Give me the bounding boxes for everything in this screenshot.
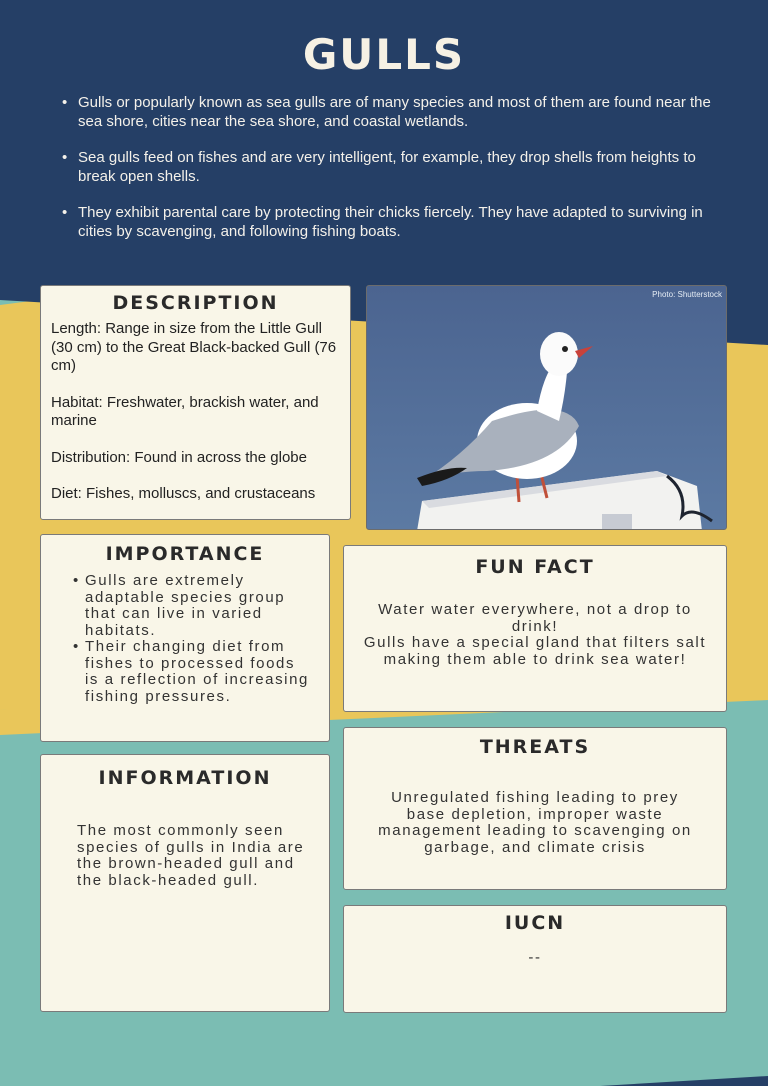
importance-title: IMPORTANCE bbox=[105, 543, 265, 565]
threats-text: Unregulated fishing leading to prey base depletion, improper waste management leading to scavenging on garbage, and climate crisis bbox=[378, 789, 692, 856]
intro-item: • Gulls or popularly known as sea gulls are of many species and most of them are found near the sea shore, cities near the sea shore, and coastal wetlands. bbox=[62, 93, 732, 131]
page-title: GULLS bbox=[302, 30, 466, 79]
importance-card bbox=[40, 534, 330, 742]
fun-fact-title: FUN FACT bbox=[475, 556, 595, 578]
iucn-status: -- bbox=[528, 949, 542, 966]
gull-illustration bbox=[367, 286, 727, 530]
threats-card bbox=[343, 727, 727, 890]
fun-fact-card bbox=[343, 545, 727, 712]
information-title: INFORMATION bbox=[98, 767, 272, 789]
photo-credit: Photo: Shutterstock bbox=[652, 290, 722, 299]
importance-item: • Gulls are extremely adaptable species group that can live in varied habitats. bbox=[85, 573, 313, 639]
iucn-title: IUCN bbox=[504, 912, 566, 934]
intro-item: • Sea gulls feed on fishes and are very intelligent, for example, they drop shells from heights to break open shells. bbox=[62, 148, 732, 186]
description-diet: Diet: Fishes, molluscs, and crustaceans bbox=[51, 485, 316, 502]
fun-fact-line2: Gulls have a special gland that filters salt making them able to drink sea water! bbox=[363, 634, 707, 668]
importance-item: • Their changing diet from fishes to processed foods is a reflection of increasing fishing pressures. bbox=[85, 639, 313, 705]
description-card bbox=[40, 285, 351, 520]
gull-photo bbox=[366, 285, 727, 530]
threats-title: THREATS bbox=[479, 736, 591, 758]
description-habitat: Habitat: Freshwater, brackish water, and marine bbox=[51, 393, 319, 429]
intro-list bbox=[62, 93, 732, 258]
fun-fact-line1: Water water everywhere, not a drop to drink! bbox=[378, 601, 692, 635]
description-title: DESCRIPTION bbox=[112, 292, 279, 314]
description-length: Length: Range in size from the Little Gull (30 cm) to the Great Black-backed Gull (76 cm) bbox=[51, 320, 337, 374]
iucn-card bbox=[343, 905, 727, 1013]
description-distribution: Distribution: Found in across the globe bbox=[51, 448, 307, 466]
information-text: The most commonly seen species of gulls in India are the brown-headed gull and the black-headed gull. bbox=[77, 822, 305, 889]
information-card bbox=[40, 754, 330, 1012]
intro-item: • They exhibit parental care by protecting their chicks fiercely. They have adapted to surviving in cities by scavenging, and following fishing boats. bbox=[62, 203, 732, 241]
